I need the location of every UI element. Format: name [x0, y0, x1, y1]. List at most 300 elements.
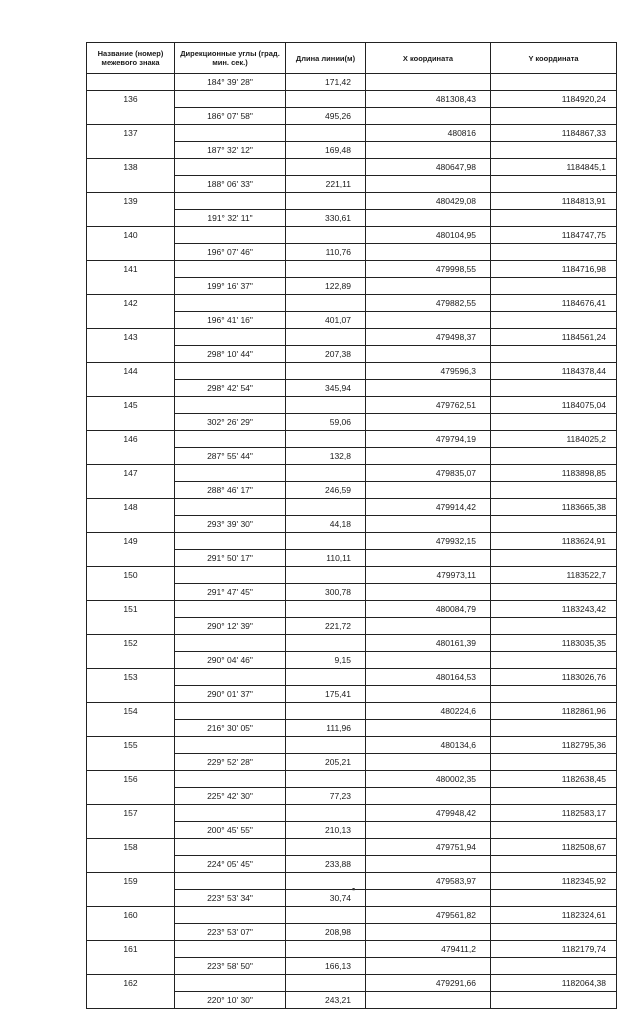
- cell-line-length: [286, 295, 366, 312]
- table-row-mark: [87, 397, 617, 414]
- table-row-segment: [87, 924, 617, 941]
- table-row-segment: [87, 720, 617, 737]
- cell-mark-name: 136: [87, 91, 175, 108]
- cell-direction-angle: [175, 397, 286, 414]
- table-row-segment: [87, 380, 617, 397]
- table-row-segment: [87, 686, 617, 703]
- cell-y-coordinate: [491, 346, 617, 363]
- cell-x-coordinate: [366, 244, 491, 261]
- cell-line-length: 221,11: [286, 176, 366, 193]
- cell-y-coordinate: [491, 652, 617, 669]
- cell-line-length: [286, 431, 366, 448]
- cell-y-coordinate: 1182795,36: [491, 737, 617, 754]
- cell-x-coordinate: 481308,43: [366, 91, 491, 108]
- cell-direction-angle: [175, 907, 286, 924]
- cell-y-coordinate: [491, 74, 617, 91]
- table-row-mark: [87, 465, 617, 482]
- cell-x-coordinate: 479973,11: [366, 567, 491, 584]
- cell-direction-angle: 224° 05' 45": [175, 856, 286, 873]
- cell-mark-name: [87, 346, 175, 363]
- table-row-mark: [87, 567, 617, 584]
- cell-direction-angle: 196° 41' 16": [175, 312, 286, 329]
- cell-line-length: [286, 567, 366, 584]
- cell-direction-angle: 216° 30' 05": [175, 720, 286, 737]
- table-row-mark: [87, 975, 617, 992]
- table-row-segment: [87, 176, 617, 193]
- cell-direction-angle: [175, 159, 286, 176]
- cell-y-coordinate: [491, 244, 617, 261]
- scan-speck: ▪: [352, 884, 356, 894]
- cell-x-coordinate: [366, 924, 491, 941]
- cell-line-length: [286, 907, 366, 924]
- cell-line-length: 175,41: [286, 686, 366, 703]
- cell-x-coordinate: 480104,95: [366, 227, 491, 244]
- cell-mark-name: [87, 516, 175, 533]
- cell-x-coordinate: 479583,97: [366, 873, 491, 890]
- cell-x-coordinate: [366, 686, 491, 703]
- table-row-segment: [87, 958, 617, 975]
- cell-x-coordinate: 479291,66: [366, 975, 491, 992]
- cell-x-coordinate: 480161,39: [366, 635, 491, 652]
- cell-y-coordinate: 1182064,38: [491, 975, 617, 992]
- cell-x-coordinate: [366, 958, 491, 975]
- cell-y-coordinate: 1182861,96: [491, 703, 617, 720]
- cell-direction-angle: 196° 07' 46": [175, 244, 286, 261]
- cell-line-length: [286, 839, 366, 856]
- cell-direction-angle: [175, 771, 286, 788]
- table-row-segment: [87, 992, 617, 1009]
- table-row-segment: [87, 244, 617, 261]
- cell-mark-name: [87, 992, 175, 1009]
- cell-y-coordinate: 1184845,1: [491, 159, 617, 176]
- cell-mark-name: [87, 244, 175, 261]
- cell-mark-name: 141: [87, 261, 175, 278]
- cell-x-coordinate: [366, 176, 491, 193]
- cell-x-coordinate: [366, 380, 491, 397]
- cell-direction-angle: 290° 01' 37": [175, 686, 286, 703]
- cell-direction-angle: 293° 39' 30": [175, 516, 286, 533]
- cell-line-length: 345,94: [286, 380, 366, 397]
- cell-y-coordinate: [491, 686, 617, 703]
- cell-y-coordinate: 1182638,45: [491, 771, 617, 788]
- cell-direction-angle: 186° 07' 58": [175, 108, 286, 125]
- cell-x-coordinate: [366, 74, 491, 91]
- cell-direction-angle: 229° 52' 28": [175, 754, 286, 771]
- cell-line-length: 111,96: [286, 720, 366, 737]
- cell-y-coordinate: 1183624,91: [491, 533, 617, 550]
- cell-x-coordinate: [366, 142, 491, 159]
- table-row-segment: [87, 584, 617, 601]
- cell-x-coordinate: 480002,35: [366, 771, 491, 788]
- cell-direction-angle: 184° 39' 28": [175, 74, 286, 91]
- cell-x-coordinate: [366, 720, 491, 737]
- cell-line-length: 210,13: [286, 822, 366, 839]
- cell-line-length: [286, 91, 366, 108]
- cell-direction-angle: [175, 227, 286, 244]
- cell-direction-angle: 200° 45' 55": [175, 822, 286, 839]
- cell-direction-angle: 290° 04' 46": [175, 652, 286, 669]
- cell-mark-name: [87, 584, 175, 601]
- cell-x-coordinate: 480816: [366, 125, 491, 142]
- cell-mark-name: 139: [87, 193, 175, 210]
- cell-y-coordinate: 1183522,7: [491, 567, 617, 584]
- table-row-mark: [87, 941, 617, 958]
- table-row-mark: [87, 499, 617, 516]
- cell-line-length: [286, 227, 366, 244]
- cell-direction-angle: 291° 47' 45": [175, 584, 286, 601]
- cell-line-length: 110,11: [286, 550, 366, 567]
- cell-mark-name: [87, 890, 175, 907]
- cell-mark-name: 148: [87, 499, 175, 516]
- cell-direction-angle: [175, 737, 286, 754]
- header-line-length: Длина линии(м): [286, 43, 366, 74]
- cell-line-length: [286, 159, 366, 176]
- cell-y-coordinate: 1184025,2: [491, 431, 617, 448]
- cell-mark-name: [87, 380, 175, 397]
- cell-direction-angle: [175, 431, 286, 448]
- cell-mark-name: 144: [87, 363, 175, 380]
- cell-direction-angle: 187° 32' 12": [175, 142, 286, 159]
- cell-y-coordinate: 1183898,85: [491, 465, 617, 482]
- table-row-segment: [87, 516, 617, 533]
- cell-x-coordinate: 480647,98: [366, 159, 491, 176]
- cell-direction-angle: 223° 53' 07": [175, 924, 286, 941]
- cell-x-coordinate: 479411,2: [366, 941, 491, 958]
- table-row-segment: [87, 108, 617, 125]
- cell-direction-angle: [175, 873, 286, 890]
- table-row-segment: [87, 278, 617, 295]
- cell-y-coordinate: [491, 822, 617, 839]
- cell-line-length: 9,15: [286, 652, 366, 669]
- cell-x-coordinate: 480084,79: [366, 601, 491, 618]
- cell-y-coordinate: [491, 210, 617, 227]
- cell-y-coordinate: [491, 516, 617, 533]
- table-row-mark: [87, 839, 617, 856]
- cell-mark-name: 149: [87, 533, 175, 550]
- cell-mark-name: 154: [87, 703, 175, 720]
- cell-x-coordinate: 479932,15: [366, 533, 491, 550]
- cell-x-coordinate: [366, 448, 491, 465]
- header-y-coordinate: Y координата: [491, 43, 617, 74]
- cell-direction-angle: [175, 703, 286, 720]
- cell-y-coordinate: 1184676,41: [491, 295, 617, 312]
- cell-y-coordinate: 1184920,24: [491, 91, 617, 108]
- boundary-table-container: [86, 42, 616, 1009]
- cell-y-coordinate: 1184747,75: [491, 227, 617, 244]
- table-row-segment: [87, 618, 617, 635]
- cell-mark-name: 155: [87, 737, 175, 754]
- cell-mark-name: [87, 686, 175, 703]
- cell-line-length: 401,07: [286, 312, 366, 329]
- cell-line-length: [286, 941, 366, 958]
- cell-line-length: [286, 193, 366, 210]
- cell-direction-angle: 287° 55' 44": [175, 448, 286, 465]
- cell-x-coordinate: 479998,55: [366, 261, 491, 278]
- cell-x-coordinate: [366, 890, 491, 907]
- cell-direction-angle: [175, 975, 286, 992]
- cell-line-length: 44,18: [286, 516, 366, 533]
- cell-x-coordinate: [366, 482, 491, 499]
- cell-direction-angle: [175, 91, 286, 108]
- cell-mark-name: [87, 414, 175, 431]
- cell-direction-angle: [175, 193, 286, 210]
- cell-direction-angle: [175, 329, 286, 346]
- cell-direction-angle: [175, 805, 286, 822]
- cell-mark-name: [87, 856, 175, 873]
- cell-y-coordinate: 1182324,61: [491, 907, 617, 924]
- cell-mark-name: [87, 788, 175, 805]
- cell-y-coordinate: 1184716,98: [491, 261, 617, 278]
- cell-line-length: [286, 533, 366, 550]
- cell-x-coordinate: 479794,19: [366, 431, 491, 448]
- cell-direction-angle: 223° 58' 50": [175, 958, 286, 975]
- cell-direction-angle: [175, 261, 286, 278]
- cell-x-coordinate: [366, 992, 491, 1009]
- cell-mark-name: 145: [87, 397, 175, 414]
- cell-y-coordinate: [491, 890, 617, 907]
- cell-direction-angle: 298° 10' 44": [175, 346, 286, 363]
- cell-y-coordinate: [491, 414, 617, 431]
- cell-line-length: [286, 635, 366, 652]
- table-row-mark: [87, 533, 617, 550]
- cell-x-coordinate: 479498,37: [366, 329, 491, 346]
- cell-mark-name: [87, 958, 175, 975]
- cell-direction-angle: [175, 601, 286, 618]
- table-row-segment: [87, 414, 617, 431]
- header-x-coordinate: Х координата: [366, 43, 491, 74]
- cell-mark-name: [87, 720, 175, 737]
- cell-direction-angle: 225° 42' 30": [175, 788, 286, 805]
- cell-line-length: 300,78: [286, 584, 366, 601]
- cell-line-length: 221,72: [286, 618, 366, 635]
- cell-direction-angle: [175, 295, 286, 312]
- cell-line-length: [286, 601, 366, 618]
- cell-x-coordinate: 479882,55: [366, 295, 491, 312]
- table-row-mark: [87, 771, 617, 788]
- cell-y-coordinate: [491, 312, 617, 329]
- table-row-mark: [87, 703, 617, 720]
- cell-y-coordinate: 1184813,91: [491, 193, 617, 210]
- cell-line-length: 208,98: [286, 924, 366, 941]
- cell-y-coordinate: [491, 584, 617, 601]
- cell-mark-name: [87, 278, 175, 295]
- table-row-mark: [87, 125, 617, 142]
- cell-x-coordinate: 479914,42: [366, 499, 491, 516]
- cell-y-coordinate: [491, 788, 617, 805]
- cell-mark-name: [87, 312, 175, 329]
- cell-mark-name: [87, 142, 175, 159]
- table-row-mark: [87, 193, 617, 210]
- cell-x-coordinate: 480164,53: [366, 669, 491, 686]
- cell-mark-name: 160: [87, 907, 175, 924]
- cell-line-length: 132,8: [286, 448, 366, 465]
- cell-x-coordinate: [366, 618, 491, 635]
- table-row-segment: [87, 346, 617, 363]
- cell-direction-angle: [175, 533, 286, 550]
- cell-line-length: [286, 363, 366, 380]
- cell-x-coordinate: [366, 346, 491, 363]
- cell-direction-angle: [175, 941, 286, 958]
- cell-mark-name: 140: [87, 227, 175, 244]
- cell-x-coordinate: [366, 414, 491, 431]
- table-row-segment: [87, 856, 617, 873]
- cell-y-coordinate: [491, 108, 617, 125]
- cell-mark-name: 153: [87, 669, 175, 686]
- cell-y-coordinate: 1182583,17: [491, 805, 617, 822]
- cell-y-coordinate: [491, 958, 617, 975]
- cell-y-coordinate: 1182345,92: [491, 873, 617, 890]
- cell-y-coordinate: 1182508,67: [491, 839, 617, 856]
- table-row-segment: [87, 312, 617, 329]
- cell-y-coordinate: 1183665,38: [491, 499, 617, 516]
- cell-x-coordinate: [366, 516, 491, 533]
- cell-mark-name: 158: [87, 839, 175, 856]
- cell-line-length: 59,06: [286, 414, 366, 431]
- cell-direction-angle: 288° 46' 17": [175, 482, 286, 499]
- cell-x-coordinate: 479762,51: [366, 397, 491, 414]
- cell-mark-name: 142: [87, 295, 175, 312]
- cell-direction-angle: 302° 26' 29": [175, 414, 286, 431]
- cell-line-length: 30,74: [286, 890, 366, 907]
- cell-y-coordinate: [491, 924, 617, 941]
- table-row-mark: [87, 907, 617, 924]
- cell-y-coordinate: [491, 754, 617, 771]
- cell-y-coordinate: [491, 176, 617, 193]
- cell-direction-angle: 298° 42' 54": [175, 380, 286, 397]
- table-row-segment: [87, 652, 617, 669]
- cell-x-coordinate: [366, 788, 491, 805]
- header-mark-name: Название (номер) межевого знака: [87, 43, 175, 74]
- table-row-mark: [87, 227, 617, 244]
- cell-mark-name: 143: [87, 329, 175, 346]
- cell-mark-name: 161: [87, 941, 175, 958]
- cell-direction-angle: [175, 839, 286, 856]
- cell-direction-angle: [175, 635, 286, 652]
- cell-mark-name: [87, 108, 175, 125]
- table-row-mark: [87, 431, 617, 448]
- table-row-mark: [87, 805, 617, 822]
- cell-x-coordinate: 479561,82: [366, 907, 491, 924]
- table-row-segment: [87, 74, 617, 91]
- cell-y-coordinate: 1182179,74: [491, 941, 617, 958]
- cell-mark-name: 151: [87, 601, 175, 618]
- cell-y-coordinate: [491, 550, 617, 567]
- table-row-segment: [87, 482, 617, 499]
- cell-x-coordinate: 480134,6: [366, 737, 491, 754]
- cell-line-length: [286, 771, 366, 788]
- table-row-segment: [87, 142, 617, 159]
- cell-mark-name: [87, 652, 175, 669]
- cell-direction-angle: [175, 363, 286, 380]
- cell-line-length: 243,21: [286, 992, 366, 1009]
- cell-mark-name: [87, 822, 175, 839]
- cell-y-coordinate: [491, 720, 617, 737]
- cell-line-length: 205,21: [286, 754, 366, 771]
- cell-mark-name: 146: [87, 431, 175, 448]
- cell-line-length: [286, 669, 366, 686]
- cell-direction-angle: 199° 16' 37": [175, 278, 286, 295]
- cell-x-coordinate: [366, 754, 491, 771]
- cell-mark-name: [87, 550, 175, 567]
- cell-line-length: [286, 975, 366, 992]
- table-row-segment: [87, 754, 617, 771]
- table-row-mark: [87, 91, 617, 108]
- cell-mark-name: 150: [87, 567, 175, 584]
- cell-mark-name: 147: [87, 465, 175, 482]
- header-direction-angle: Дирекционные углы (град. мин. сек.): [175, 43, 286, 74]
- cell-line-length: 110,76: [286, 244, 366, 261]
- cell-line-length: [286, 737, 366, 754]
- cell-mark-name: [87, 618, 175, 635]
- cell-direction-angle: 290° 12' 39": [175, 618, 286, 635]
- cell-line-length: 171,42: [286, 74, 366, 91]
- cell-line-length: [286, 703, 366, 720]
- table-row-segment: [87, 822, 617, 839]
- cell-direction-angle: 188° 06' 33": [175, 176, 286, 193]
- cell-line-length: 166,13: [286, 958, 366, 975]
- cell-line-length: 77,23: [286, 788, 366, 805]
- cell-x-coordinate: [366, 312, 491, 329]
- cell-direction-angle: [175, 125, 286, 142]
- cell-direction-angle: [175, 465, 286, 482]
- cell-y-coordinate: 1183026,76: [491, 669, 617, 686]
- cell-direction-angle: 191° 32' 11": [175, 210, 286, 227]
- cell-mark-name: 156: [87, 771, 175, 788]
- cell-line-length: 330,61: [286, 210, 366, 227]
- cell-line-length: [286, 499, 366, 516]
- cell-x-coordinate: 479948,42: [366, 805, 491, 822]
- cell-y-coordinate: 1184378,44: [491, 363, 617, 380]
- cell-x-coordinate: [366, 550, 491, 567]
- cell-y-coordinate: 1183035,35: [491, 635, 617, 652]
- table-body: [87, 74, 617, 1009]
- cell-y-coordinate: [491, 448, 617, 465]
- cell-line-length: 246,59: [286, 482, 366, 499]
- table-row-segment: [87, 448, 617, 465]
- cell-mark-name: [87, 210, 175, 227]
- cell-x-coordinate: [366, 652, 491, 669]
- cell-x-coordinate: [366, 108, 491, 125]
- cell-x-coordinate: [366, 584, 491, 601]
- cell-line-length: 233,88: [286, 856, 366, 873]
- cell-direction-angle: 291° 50' 17": [175, 550, 286, 567]
- cell-direction-angle: 223° 53' 34": [175, 890, 286, 907]
- table-row-mark: [87, 635, 617, 652]
- cell-x-coordinate: 479751,94: [366, 839, 491, 856]
- table-row-mark: [87, 295, 617, 312]
- cell-x-coordinate: 479835,07: [366, 465, 491, 482]
- cell-x-coordinate: 480224,6: [366, 703, 491, 720]
- cell-x-coordinate: 480429,08: [366, 193, 491, 210]
- table-row-mark: [87, 601, 617, 618]
- cell-y-coordinate: [491, 142, 617, 159]
- cell-direction-angle: [175, 669, 286, 686]
- cell-mark-name: [87, 754, 175, 771]
- table-row-mark: [87, 159, 617, 176]
- cell-y-coordinate: [491, 856, 617, 873]
- cell-x-coordinate: [366, 856, 491, 873]
- cell-mark-name: [87, 448, 175, 465]
- cell-mark-name: [87, 74, 175, 91]
- table-row-segment: [87, 210, 617, 227]
- cell-direction-angle: 220° 10' 30": [175, 992, 286, 1009]
- table-row-mark: [87, 669, 617, 686]
- boundary-coordinates-table: [86, 42, 617, 1009]
- cell-mark-name: [87, 482, 175, 499]
- cell-x-coordinate: [366, 822, 491, 839]
- cell-y-coordinate: 1183243,42: [491, 601, 617, 618]
- cell-y-coordinate: 1184867,33: [491, 125, 617, 142]
